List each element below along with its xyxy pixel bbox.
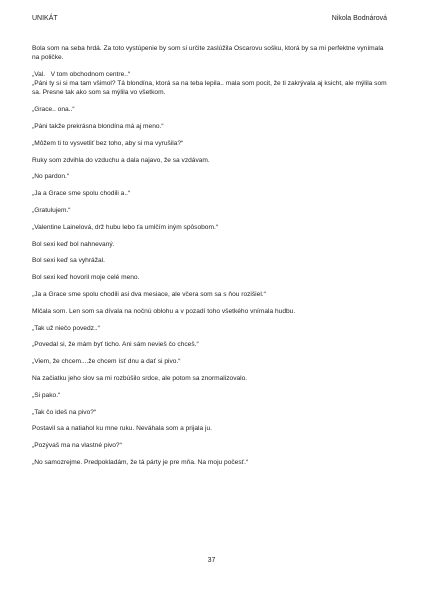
paragraph: Bola som na seba hrdá. Za toto vystúpenie by som si určite zaslúžila Oscarovu sošku, ktorá by sa mi perfektne vynímala na poličke. [32,45,386,62]
paragraph: „Ja a Grace sme spolu chodili a..“ [32,190,131,198]
paragraph: Bol sexi keď bol nahnevaný. [32,240,115,248]
paragraph: „Ja a Grace sme spolu chodili asi dva mesiace, ale včera som sa s ňou rozišiel.“ [32,290,266,298]
paragraph: Na začiatku jeho slov sa mi rozbúšilo srdce, ale potom sa znormalizovalo. [32,374,248,382]
paragraph: „Gratulujem.“ [32,206,71,214]
paragraph: „Pozývaš ma na vlastné pivo?“ [32,442,122,450]
paragraph: „Tak čo ideš na pivo?“ [32,408,97,416]
paragraph: „No samozrejme. Predpokladám, že tá párty je pre mňa. Na moju počesť.“ [32,458,249,466]
paragraph: Postavil sa a natiahol ku mne ruku. Neváhala som a prijala ju. [32,425,212,433]
paragraph: „No pardon.“ [32,173,70,181]
body-text [32,44,390,475]
paragraph: „Páni takže prekrásna blondína má aj meno.“ [32,123,164,130]
paragraph: „Grace.. ona..“ [32,106,75,114]
paragraph: „Tak už niečo povedz..“ [32,324,100,332]
header-author: Nikola Bodnárová [331,15,387,22]
paragraph: Bol sexi keď sa vyhrážal. [32,257,105,265]
paragraph: „Povedal si, že mám byť ticho. Ani sám nevieš čo chceš.“ [32,341,199,349]
paragraph: „Val. V tom obchodnom centre..“ „Páni ty si si ma tam všimol? Tá blondína, ktorá sa na teba lepila.. mala som pocit, že ti zakrývala aj ksicht, ale mýlila som sa. Presne tak ako som sa mýlila vo všetkom. [32,71,387,97]
page-footer [0,556,423,566]
paragraph: Ruky som zdvihla do vzduchu a dala najavo, že sa vzdávam. [32,156,210,164]
paragraph: Bol sexi keď hovoril moje celé meno. [32,274,140,282]
paragraph: Mlčala som. Len som sa dívala na nočnú oblohu a v pozadí toho všetkého vnímala hudbu. [32,307,296,315]
page-number: 37 [207,557,216,564]
paragraph: „Si pako.“ [32,391,61,399]
page-header [32,14,387,24]
header-title: UNIKÁT [32,15,58,22]
paragraph: „Môžem ti to vysvetliť bez toho, aby si ma vyrušila?“ [32,139,184,147]
paragraph: „Valentine Lainelová, drž hubu lebo ťa umlčím iným spôsobom.“ [32,223,218,231]
paragraph: „Viem, že chcem....že chcem ísť dnu a dať si pivo.“ [32,358,181,366]
